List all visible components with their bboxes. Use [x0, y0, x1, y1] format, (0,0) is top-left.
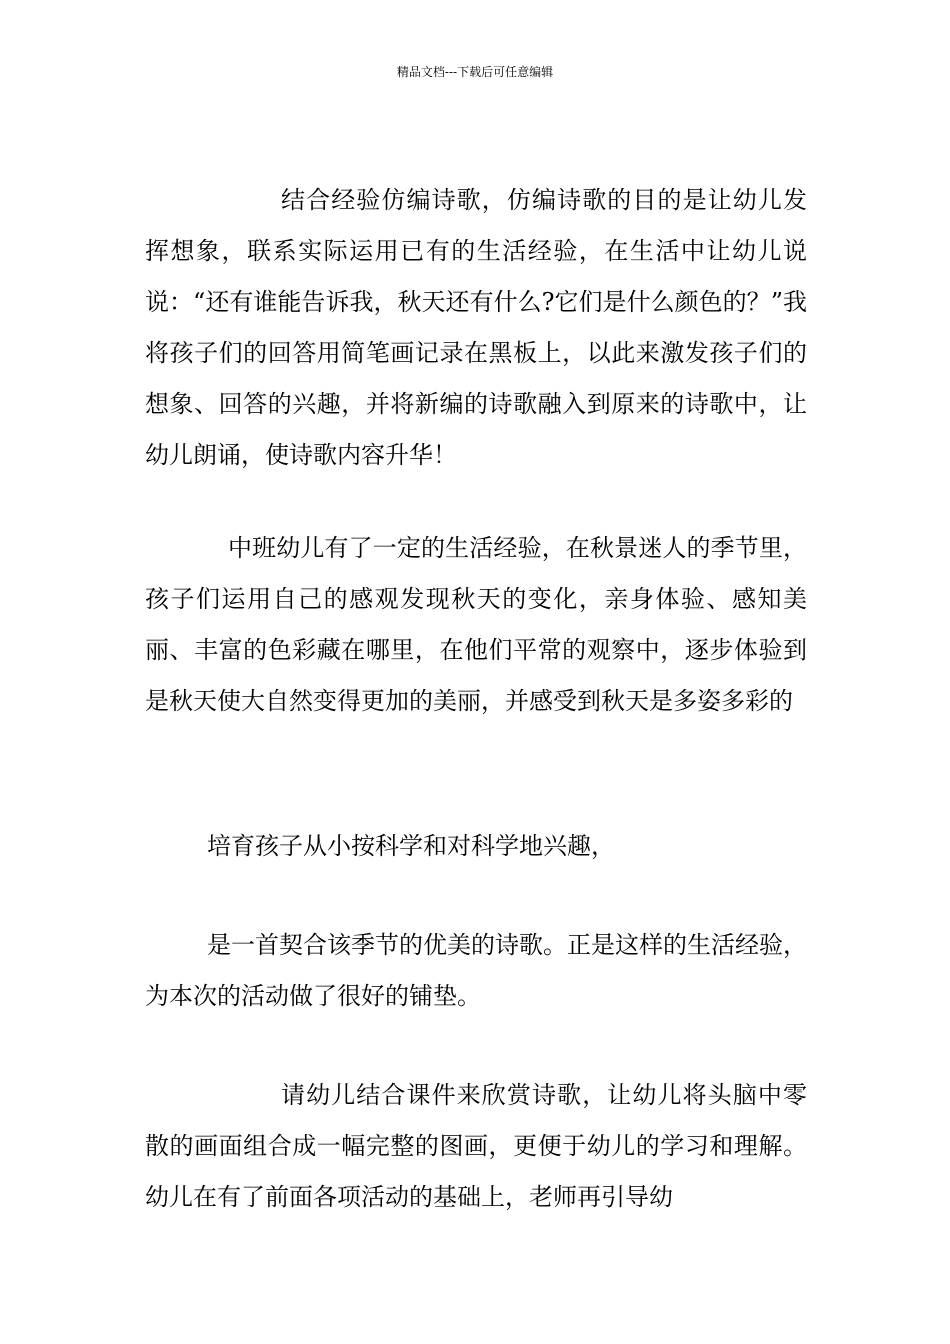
paragraph-autumn-experience: 中班幼儿有了一定的生活经验，在秋景迷人的季节里，孩子们运用自己的感观发现秋天的变化，亲身体验、感知美丽、丰富的色彩藏在哪里，在他们平常的观察中，逐步体验到是秋天使大自然变得更加的美丽，并感受到秋天是多姿多彩的: [145, 534, 807, 715]
page-header: 精品文档---下载后可任意编辑: [396, 65, 554, 79]
paragraph-seasonal-poem: 是一首契合该季节的优美的诗歌。正是这样的生活经验，为本次的活动做了很好的铺垫。: [145, 931, 807, 1010]
paragraph-poem-adaptation: 结合经验仿编诗歌，仿编诗歌的目的是让幼儿发挥想象，联系实际运用已有的生活经验，在生活中让幼儿说说：“还有谁能告诉我，秋天还有什么?它们是什么颜色的？”我将孩子们的回答用简笔画记录在黑板上，以此来激发孩子们的想象、回答的兴趣，并将新编的诗歌融入到原来的诗歌中，让幼儿朗诵，使诗歌内容升华！: [145, 186, 807, 469]
paragraph-science-interest: 培育孩子从小按科学和对科学地兴趣，: [207, 832, 615, 860]
paragraph-courseware-appreciation: 请幼儿结合课件来欣赏诗歌，让幼儿将头脑中零散的画面组合成一幅完整的图画，更便于幼儿的学习和理解。幼儿在有了前面各项活动的基础上，老师再引导幼: [145, 1081, 807, 1211]
